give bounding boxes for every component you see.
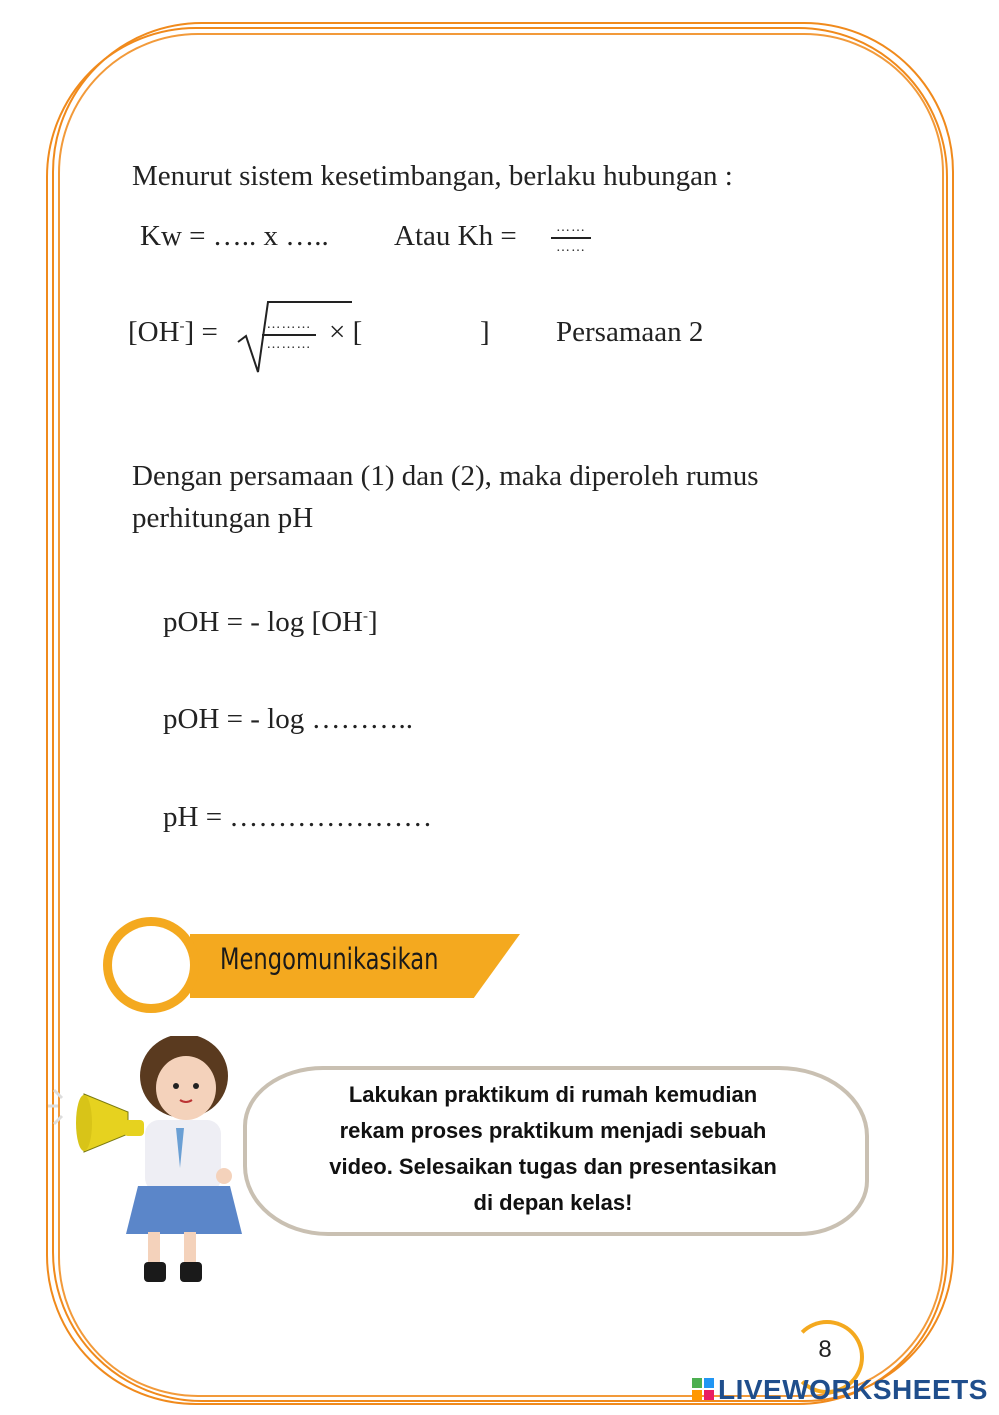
page-number: 8: [818, 1336, 832, 1363]
paragraph-line-2: perhitungan pH: [132, 502, 314, 534]
oh-equation: [OH-] =: [128, 316, 218, 348]
ph-equation: pH = …………………: [163, 801, 433, 833]
kh-fraction: [551, 221, 591, 255]
kh-equation-label: Atau Kh =: [394, 220, 517, 252]
paragraph-line-1: Dengan persamaan (1) dan (2), maka diperoleh rumus: [132, 460, 759, 492]
bubble-line: Lakukan praktikum di rumah kemudian: [348, 1082, 758, 1107]
oh-denominator: ………: [266, 337, 312, 352]
section-title: Mengomunikasikan: [220, 942, 439, 976]
kw-equation: Kw = ….. x …..: [140, 220, 329, 252]
kh-denominator: ……: [556, 240, 586, 255]
bubble-line: video. Selesaikan tugas dan presentasikan: [329, 1154, 777, 1179]
section-banner-circle-inner: [112, 926, 190, 1004]
intro-text: Menurut sistem kesetimbangan, berlaku hubungan :: [132, 160, 733, 192]
poh-equation-1: pOH = - log [OH-]: [163, 606, 378, 638]
kh-numerator: ……: [556, 220, 586, 235]
oh-close-bracket: ]: [480, 316, 490, 348]
bubble-line: rekam proses praktikum menjadi sebuah: [339, 1118, 767, 1143]
oh-times-bracket: × [: [329, 316, 363, 348]
equation-2-label: Persamaan 2: [556, 316, 704, 348]
girl-megaphone-icon: [44, 1036, 244, 1286]
liveworksheets-watermark: LIVEWORKSHEETS: [718, 1374, 988, 1405]
oh-fraction: [262, 318, 316, 352]
speech-bubble-text: [270, 1077, 836, 1221]
bubble-line: di depan kelas!: [473, 1190, 633, 1215]
liveworksheets-logo-icon: [692, 1378, 714, 1400]
poh-equation-2: pOH = - log ………..: [163, 703, 413, 735]
oh-numerator: ………: [266, 317, 312, 332]
